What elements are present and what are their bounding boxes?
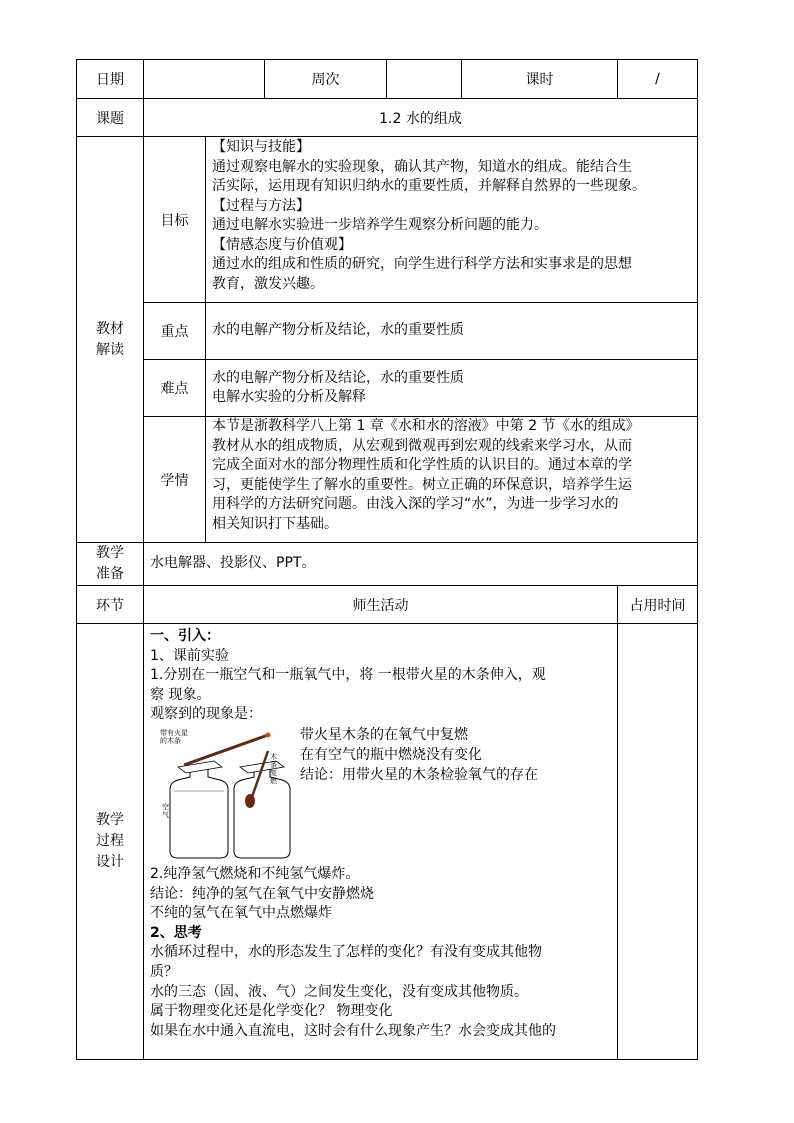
right-label-line2: 复燃 (270, 768, 277, 785)
think-line: 水的三态（固、液、气）之间发生变化，没有变成其他物质。 (150, 983, 528, 1000)
key-value: 水的电解产物分析及结论，水的重要性质 (206, 303, 698, 360)
think-line: 水循环过程中，水的形态发生了怎样的变化？有没有变成其他物 (150, 944, 542, 961)
goals-line: 通过观察电解水的实验现象，确认其产物，知道水的组成。能结合生 (212, 158, 632, 175)
right-label (270, 753, 278, 785)
goals-line: 【过程与方法】 (212, 197, 310, 214)
students-line: 教材从水的组成物质，从宏观到微观再到宏观的线索来学习水，从而 (212, 437, 632, 454)
header-section: 环节 (77, 586, 144, 624)
students-line: 完成全面对水的部分物理性质和化学性质的认识目的。通过本章的学 (212, 457, 632, 473)
think-line: 如果在水中通入直流电，这时会有什么现象产生？水会变成其他的 (150, 1022, 556, 1039)
textbook-label (77, 137, 144, 543)
prep-label-line2: 准备 (96, 566, 124, 582)
topic-label: 课题 (77, 99, 144, 137)
after-line: 2.纯净氢气燃烧和不纯氢气爆炸。 (150, 865, 360, 882)
spark-icon (266, 732, 271, 737)
after-line: 不纯的氢气在氧气中点燃爆炸 (150, 905, 332, 922)
time-cell (618, 624, 698, 1060)
process-label-line2: 过程 (96, 833, 124, 849)
after-line: 结论：纯净的氢气在氧气中安静燃烧 (150, 885, 374, 902)
lesson-plan-table (76, 59, 698, 1060)
oxygen-bottle (234, 761, 290, 858)
students-line: 本节是浙教科学八上第 1 章《水和水的溶液》中第 2 节《水的组成》 (212, 418, 640, 434)
period-value: / (618, 60, 698, 99)
prep-label (77, 543, 144, 586)
date-label: 日期 (77, 60, 144, 99)
obs-line: 在有空气的瓶中燃烧没有变化 (300, 746, 482, 763)
exp-line: 察 现象。 (150, 686, 211, 703)
observe-label: 观察到的现象是： (150, 706, 262, 723)
think-line: 质？ (150, 963, 178, 980)
difficult-line: 水的电解产物分析及结论，水的重要性质 (212, 369, 464, 386)
textbook-label-line2: 解读 (96, 341, 124, 358)
textbook-label-line1: 教材 (96, 320, 124, 337)
date-value (144, 60, 265, 99)
prep-value: 水电解器、投影仪、PPT。 (144, 543, 698, 586)
observation-text (300, 725, 600, 785)
goals-label: 目标 (144, 137, 206, 303)
think-line: 属于物理变化还是化学变化？ 物理变化 (150, 1003, 393, 1020)
goals-line: 【知识与技能】 (212, 139, 310, 155)
process-label-line1: 教学 (96, 812, 124, 828)
difficult-content (206, 360, 698, 417)
header-activity: 师生活动 (144, 586, 618, 624)
obs-line: 带火星木条的在氧气中复燃 (300, 726, 468, 743)
goals-line: 通过水的组成和性质的研究，向学生进行科学方法和实事求是的思想 (212, 256, 632, 272)
goals-line: 通过电解水实验进一步培养学生观察分析问题的能力。 (212, 217, 548, 233)
air-label: 空气 (162, 802, 169, 819)
goals-line: 【情感态度与价值观】 (212, 236, 352, 253)
period-label: 课时 (462, 60, 618, 99)
students-label: 学情 (144, 417, 206, 543)
stick-label (160, 729, 188, 745)
process-label (77, 624, 144, 1060)
process-label-line3: 设计 (96, 854, 124, 870)
goals-content (206, 137, 698, 303)
bottles-illustration (164, 731, 294, 861)
students-line: 相关知识打下基础。 (212, 515, 338, 532)
week-label: 周次 (265, 60, 387, 99)
key-label: 重点 (144, 303, 206, 360)
think-title: 2、思考 (150, 924, 202, 941)
difficult-label: 难点 (144, 360, 206, 417)
air-bottle (170, 761, 228, 858)
goals-line: 教育，激发兴趣。 (212, 275, 324, 292)
students-line: 用科学的方法研究问题。由浅入深的学习“水”，为进一步学习水的 (212, 496, 619, 512)
experiment-figure-block (150, 725, 613, 865)
obs-line: 结论：用带火星的木条检验氧气的存在 (300, 766, 538, 783)
goals-line: 活实际，运用现有知识归纳水的重要性质，并解释自然界的一些现象。 (212, 178, 646, 194)
difficult-line: 电解水实验的分析及解释 (212, 389, 366, 405)
stick-label-line2: 的木条 (160, 736, 181, 745)
exp-line: 1.分别在一瓶空气和一瓶氧气中，将 一根带火星的木条伸入，观 (150, 667, 546, 684)
stick-label-line1: 带有火星 (160, 728, 188, 737)
topic-value: 1.2 水的组成 (144, 99, 698, 137)
process-content (144, 624, 618, 1060)
flame-icon (245, 794, 255, 808)
right-label-line1: 木条 (270, 752, 277, 769)
students-line: 习，更能使学生了解水的重要性。树立正确的环保意识，培养学生运 (212, 476, 632, 493)
students-content (206, 417, 698, 543)
wood-stick (184, 735, 268, 765)
prep-label-line1: 教学 (96, 545, 124, 561)
item1: 1、课前实验 (150, 647, 229, 664)
intro-title: 一、引入： (150, 628, 220, 644)
header-time: 占用时间 (618, 586, 698, 624)
week-value (387, 60, 462, 99)
